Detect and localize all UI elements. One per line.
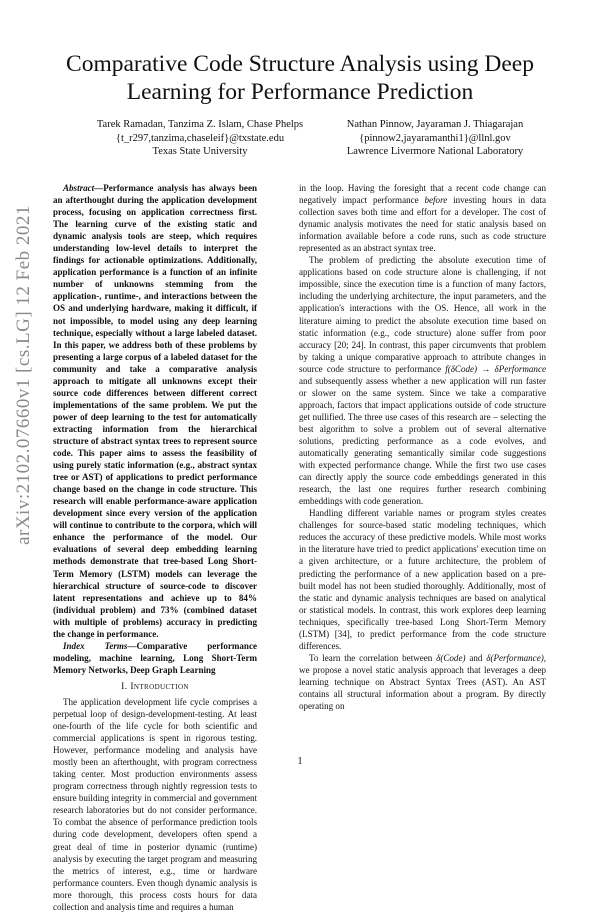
arxiv-stamp-text: arXiv:2102.07660v1 [cs.LG] 12 Feb 2021 bbox=[13, 205, 35, 545]
body-paragraph bbox=[299, 182, 546, 254]
abstract-label: Abstract bbox=[63, 183, 95, 193]
author-emails: {pinnow2,jayaramanthi1}@llnl.gov bbox=[359, 132, 511, 144]
abstract-text: —Performance analysis has always been an afterthought during the application development process, focusing on application correctness first. The learning curve of the existing static and dynamic analysis tools are steep, which requires understanding low-level details to interpret the findings for actionable optimizations. Additionally, application performance is a function of an infinite number of unknowns stemming from the application-, runtime-, and interactions between the OS and underlying hardware, making it difficult, if not impossible, to model using any deep learning technique, especially without a large labeled dataset. In this paper, we address both of these problems by presenting a large corpus of a labeled dataset for the community and take a comparative analysis approach to mitigate all unknowns except their source code differences between different correct implementations of the same problem. We put the power of deep learning to the test for automatically extracting information from the hierarchical structure of abstract syntax trees to represent source code. This paper aims to assess the feasibility of using purely static information (e.g., abstract syntax tree or AST) of applications to predict performance change based on the change in code structure. This research will enable performance-aware application development since every version of the application will continue to contribute to the corpora, which will enhance the performance of the model. Our evaluations of several deep embedding learning methods demonstrate that tree-based Long Short-Term Memory (LSTM) models can leverage the hierarchical structure of source-code to discover latent representations and achieve up to 84% (individual problem) and 73% (combined dataset with multiple of problems) accuracy in predicting the change in performance. bbox=[53, 183, 257, 639]
index-terms-label: Index Terms bbox=[63, 640, 128, 651]
paper-title: Comparative Code Structure Analysis using Deep Learning for Performance Prediction bbox=[66, 51, 534, 105]
emphasis: before bbox=[424, 195, 448, 206]
text-run: in the loop. Having the foresight that a recent code change can negatively impact performance bbox=[299, 183, 546, 206]
text-run: investing hours in data collection saves both time and effort for a developer. The cost of dynamic analysis motivates the need for static analysis based on information available before a code runs, such as code structure represented as an abstract syntax tree. bbox=[299, 195, 546, 254]
left-column bbox=[53, 182, 257, 913]
author-affiliation: Lawrence Livermore National Laboratory bbox=[346, 146, 524, 157]
section-heading: I. Introduction bbox=[121, 680, 189, 692]
author-block-right bbox=[320, 118, 550, 159]
text-run: , we propose a novel static analysis approach that leverages a deep learning technique on Abstract Syntax Trees (AST). An AST contains all structural information about a program. By directly operating on bbox=[299, 652, 546, 712]
body-paragraph: Handling different variable names or program styles creates challenges for source-based static modeling techniques, which reduces the accuracy of these predictive models. While most works in the literature have tried to predict applications' execution time on a given architecture, or a future architecture, the problem of predicting the performance of a new application based on a pre-built model has not been studied thoroughly. Additionally, most of the static and dynamic analysis techniques are based on analytical or statistical models. In contrast, this work explores deep learning techniques, specifically tree-based Long Short-Term Memory (LSTM) [34], to predict performance from the code structure differences. bbox=[299, 508, 546, 651]
math-expression: f(δCode) → δPerformance bbox=[445, 363, 546, 374]
index-terms-text: —Comparative performance modeling, machine learning, Long Short-Term Memory Networks, Deep Graph Learning bbox=[53, 640, 257, 675]
author-names: Tarek Ramadan, Tanzima Z. Islam, Chase Phelps bbox=[96, 119, 304, 130]
math-expression: δ(Performance) bbox=[486, 652, 544, 663]
author-affiliation: Texas State University bbox=[152, 146, 248, 157]
body-paragraph bbox=[299, 652, 546, 712]
author-emails: {t_r297,tanzima,chaseleif}@txstate.edu bbox=[115, 132, 285, 144]
text-run: To learn the correlation between bbox=[309, 652, 437, 663]
arxiv-stamp bbox=[4, 205, 44, 545]
math-expression: δ(Code) bbox=[436, 652, 466, 663]
index-terms bbox=[53, 640, 257, 676]
page-number: 1 bbox=[297, 756, 303, 767]
abstract bbox=[53, 182, 257, 640]
author-names: Nathan Pinnow, Jayaraman J. Thiagarajan bbox=[346, 119, 524, 130]
intro-paragraph: The application development life cycle comprises a perpetual loop of design-development-testing. At least one-fourth of the life cycle for both scientific and commercial applications is spent in rigorous testing. However, performance modeling and analysis have mostly been an afterthought, with program correctness taking center. Most production environments assess program correctness through nightly regression tests to ensure building integrity in commercial and government research laboratories but do not consider performance. To combat the absence of performance prediction tools during code development, developers often spend a great deal of time in posterior dynamic (runtime) analysis by executing the target program and measuring the metrics of interest, e.g., time or hardware performance counters. Even though dynamic analysis is more thorough, this process costs hours for data collection and analysis time and requires a human bbox=[53, 696, 258, 912]
body-paragraph bbox=[299, 254, 546, 507]
text-run: and bbox=[465, 652, 487, 663]
text-run: and subsequently assess whether a new application will run faster or slower on the same system. Since we take a comparative approach, factors that impact applications outside of code structure get nullified. The three use cases of this research are – selecting the best algorithm to solve a problem out of several alternative solutions, predicting performance as a code evolves, and automatically generating semantically similar code suggestions with expected performance change. While the first two use cases can directly apply the source code embeddings generated in this research, the last one requires further research combining embeddings with code generation. bbox=[299, 375, 546, 507]
right-column bbox=[299, 182, 546, 712]
author-block-left bbox=[90, 118, 310, 159]
text-run: The problem of predicting the absolute execution time of applications based on code structure alone is challenging, if not impossible, since the execution time is a function of many factors, including the underlying architecture, the input parameters, and the application's interactions with the OS. Hence, all work in the literature aiming to predict the absolute execution time based on static information (e.g., code structure) alone suffer from poor accuracy [20; 24]. In contrast, this paper circumvents that problem by taking a unique comparative approach to attribute changes in source code structure to performance bbox=[299, 255, 546, 374]
